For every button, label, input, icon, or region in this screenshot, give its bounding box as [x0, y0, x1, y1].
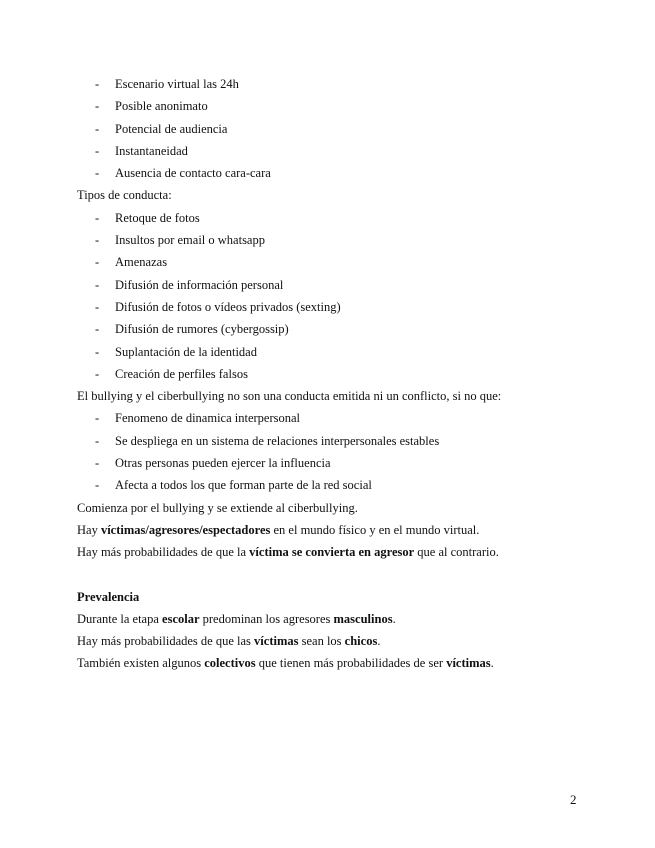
dash-marker: - — [95, 344, 100, 359]
paragraph-hay: Hay víctimas/agresores/espectadores en el mundo físico y en el mundo virtual. — [77, 522, 480, 537]
dash-marker: - — [95, 77, 100, 91]
list-item: - Retoque de fotos — [77, 207, 597, 229]
bold-text: chicos — [344, 634, 378, 649]
spacer — [77, 564, 597, 586]
bold-text: víctima se convierta en agresor — [249, 545, 415, 560]
section-heading-prevalencia: Prevalencia — [77, 589, 140, 604]
list-item: - Ausencia de contacto cara-cara — [77, 162, 597, 184]
bold-text: masculinos — [333, 611, 393, 626]
list-item: - Posible anonimato — [77, 95, 597, 117]
dash-marker: - — [95, 366, 100, 381]
dash-marker: - — [95, 210, 100, 225]
dash-marker: - — [95, 255, 100, 270]
dash-marker: - — [95, 433, 100, 448]
page-number: 2 — [570, 792, 577, 807]
page-content — [77, 73, 597, 675]
paragraph-probabilidades: Hay más probabilidades de que la víctima se convierta en agresor que al contrario. — [77, 545, 499, 560]
list-item: - Difusión de rumores (cybergossip) — [77, 318, 597, 340]
dash-marker: - — [95, 322, 100, 337]
dash-marker: - — [95, 478, 100, 493]
list-item: - Insultos por email o whatsapp — [77, 229, 597, 251]
list-item: - Suplantación de la identidad — [77, 341, 597, 363]
dash-marker: - — [95, 121, 100, 136]
bullying-intro: El bullying y el ciberbullying no son una conducta emitida ni un conflicto, si no que: — [77, 389, 502, 404]
dash-marker: - — [95, 233, 100, 248]
features-list — [77, 73, 597, 184]
conducta-list — [77, 207, 597, 385]
dash-marker: - — [95, 143, 100, 158]
list-item: - Difusión de información personal — [77, 274, 597, 296]
dash-marker: - — [95, 299, 100, 314]
list-item: - Otras personas pueden ejercer la influencia — [77, 452, 597, 474]
list-item: - Difusión de fotos o vídeos privados (sexting) — [77, 296, 597, 318]
list-item: - Amenazas — [77, 251, 597, 273]
dash-marker: - — [95, 411, 100, 426]
list-item: - Creación de perfiles falsos — [77, 363, 597, 385]
dash-marker: - — [95, 277, 100, 292]
dash-marker: - — [95, 99, 100, 114]
bold-text: escolar — [162, 611, 200, 626]
bold-text: víctimas/agresores/espectadores — [100, 522, 271, 537]
bold-text: colectivos — [204, 656, 256, 671]
paragraph-colectivos: También existen algunos colectivos que tienen más probabilidades de ser víctimas. — [77, 656, 494, 671]
list-item: - Afecta a todos los que forman parte de la red social — [77, 474, 597, 496]
list-item: - Instantaneidad — [77, 140, 597, 162]
bold-text: víctimas — [446, 656, 491, 671]
bold-text: víctimas — [254, 634, 299, 649]
bullying-list — [77, 407, 597, 496]
paragraph-etapa: Durante la etapa escolar predominan los agresores masculinos. — [77, 611, 396, 626]
paragraph-chicos: Hay más probabilidades de que las víctimas sean los chicos. — [77, 634, 381, 649]
conducta-heading: Tipos de conducta: — [77, 188, 172, 203]
list-item: - Escenario virtual las 24h — [77, 73, 597, 95]
paragraph-comienza: Comienza por el bullying y se extiende al ciberbullying. — [77, 500, 358, 515]
dash-marker: - — [95, 456, 100, 471]
list-item: - Se despliega en un sistema de relaciones interpersonales estables — [77, 430, 597, 452]
dash-marker: - — [95, 166, 100, 181]
list-item: - Fenomeno de dinamica interpersonal — [77, 407, 597, 429]
list-item: - Potencial de audiencia — [77, 118, 597, 140]
